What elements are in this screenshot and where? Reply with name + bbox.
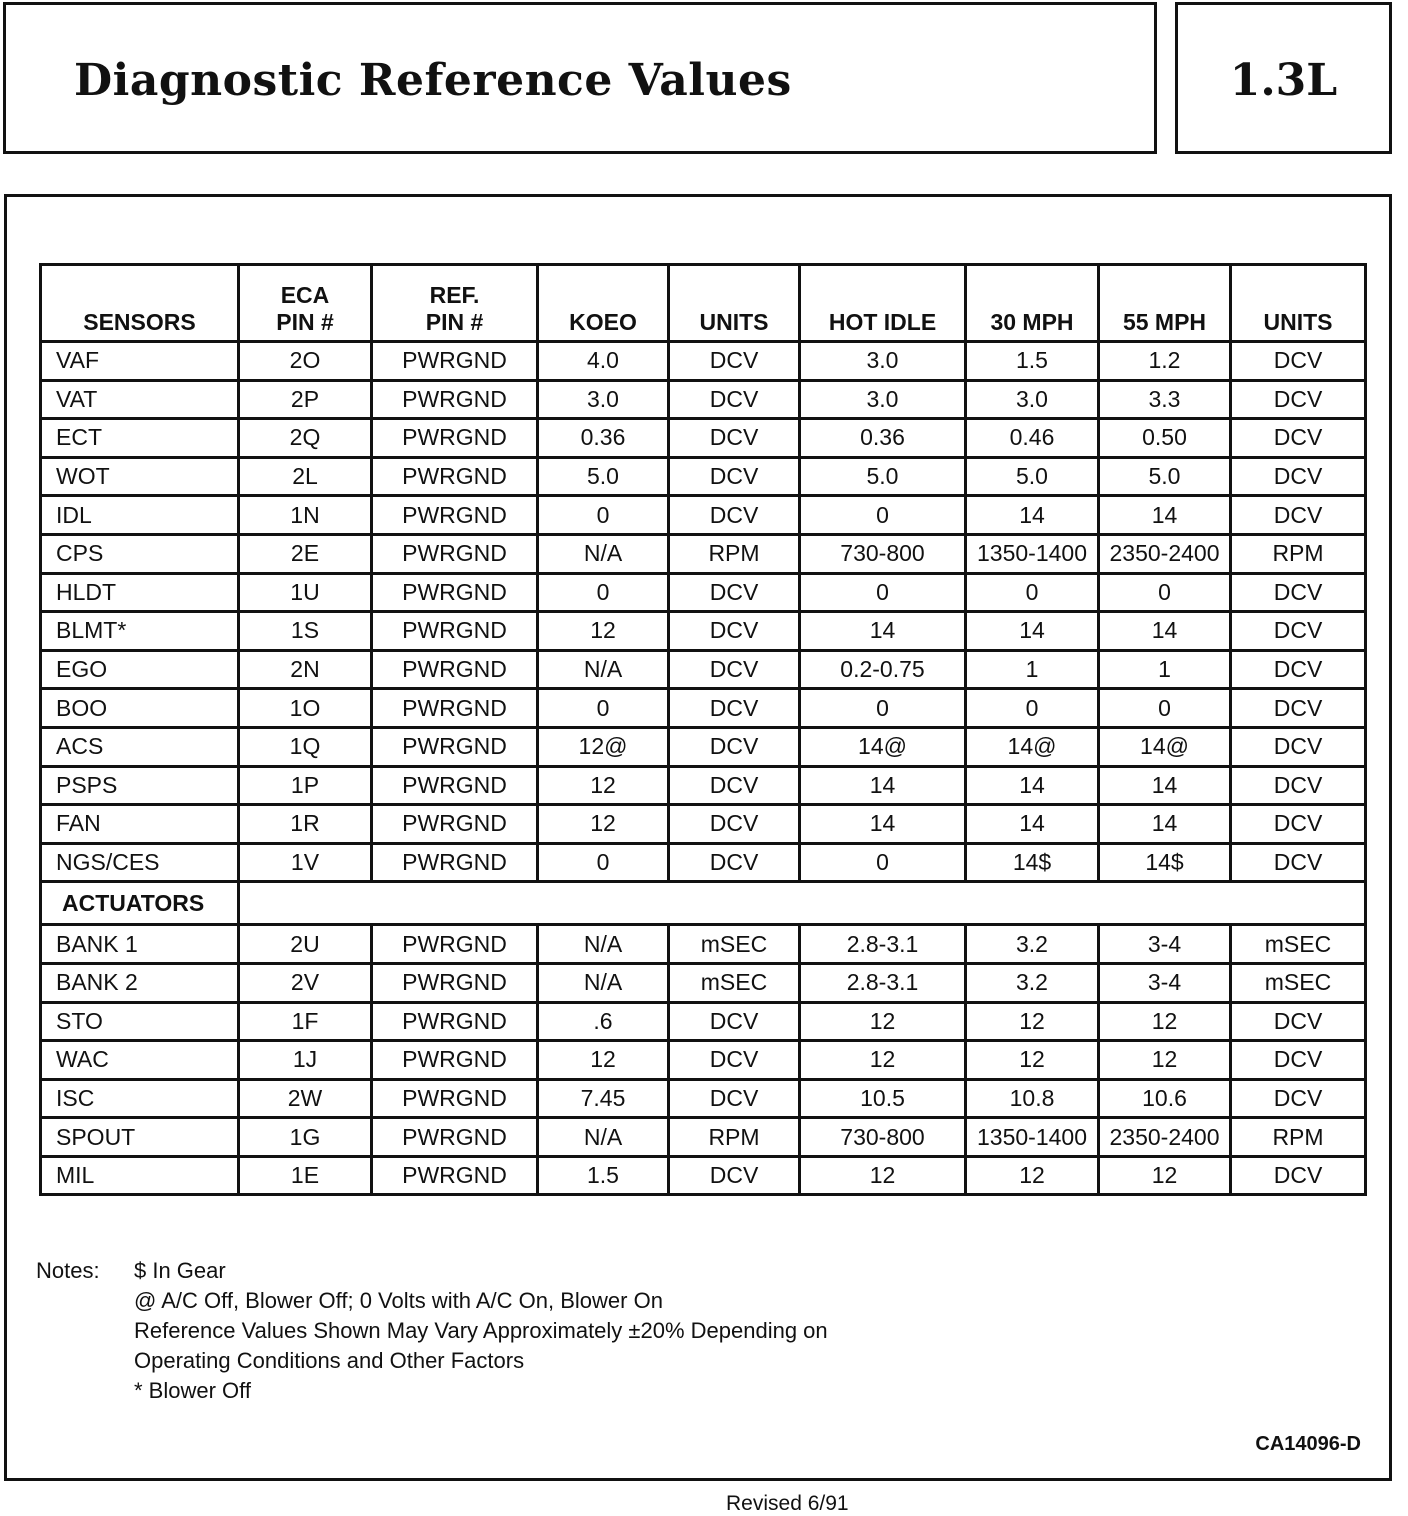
value-cell: DCV [669,496,800,535]
column-header-line: UNITS [699,309,769,335]
figure-code: CA14096-D [1255,1433,1361,1455]
actuator-row [41,1118,1366,1157]
sensor-row [41,766,1366,805]
value-cell: DCV [1231,805,1366,844]
value-cell: 0 [800,843,966,882]
value-cell: 12 [966,1002,1099,1041]
value-cell: 2V [239,963,372,1002]
table-header-row [41,265,1366,342]
value-cell: DCV [1231,766,1366,805]
value-cell: 3-4 [1099,963,1231,1002]
actuator-row [41,1002,1366,1041]
value-cell: 1.5 [966,342,1099,381]
value-cell: N/A [538,925,669,964]
value-cell: DCV [669,727,800,766]
value-cell: RPM [1231,1118,1366,1157]
value-cell: PWRGND [372,1002,538,1041]
value-cell: 14 [800,805,966,844]
value-cell: 5.0 [538,457,669,496]
note-line: $ In Gear [134,1258,226,1283]
value-cell: 14 [966,766,1099,805]
value-cell: 12 [966,1041,1099,1080]
sensor-name-cell: ACS [41,727,239,766]
note-line: @ A/C Off, Blower Off; 0 Volts with A/C On, Blower On [134,1288,663,1313]
value-cell: 2W [239,1079,372,1118]
value-cell: 1U [239,573,372,612]
sensor-name-cell: PSPS [41,766,239,805]
value-cell: RPM [669,1118,800,1157]
value-cell: 0.2-0.75 [800,650,966,689]
value-cell: DCV [669,1156,800,1195]
value-cell: 2L [239,457,372,496]
value-cell: 2P [239,380,372,419]
value-cell: 12 [800,1041,966,1080]
value-cell: DCV [1231,1002,1366,1041]
value-cell: N/A [538,1118,669,1157]
sensor-name-cell: ECT [41,419,239,458]
revised-date: Revised 6/91 [726,1492,849,1515]
value-cell: DCV [669,650,800,689]
value-cell: DCV [1231,612,1366,651]
value-cell: 12 [538,612,669,651]
value-cell: PWRGND [372,963,538,1002]
value-cell: 12 [966,1156,1099,1195]
title-box [3,2,1157,154]
value-cell: 2Q [239,419,372,458]
value-cell: RPM [669,534,800,573]
value-cell: 0 [538,689,669,728]
value-cell: PWRGND [372,419,538,458]
value-cell: 1.5 [538,1156,669,1195]
actuators-section-label: ACTUATORS [41,882,239,925]
value-cell: 10.5 [800,1079,966,1118]
value-cell: 2.8-3.1 [800,963,966,1002]
value-cell: N/A [538,963,669,1002]
sensor-name-cell: BOO [41,689,239,728]
value-cell: 0.36 [538,419,669,458]
value-cell: PWRGND [372,766,538,805]
value-cell: 730-800 [800,534,966,573]
value-cell: 3.0 [800,342,966,381]
value-cell: 12 [800,1156,966,1195]
value-cell: 14@ [966,727,1099,766]
column-header [1231,265,1366,342]
value-cell: DCV [669,1002,800,1041]
column-header-line: 30 MPH [990,309,1074,335]
value-cell: 1.2 [1099,342,1231,381]
value-cell: 14 [1099,766,1231,805]
value-cell: PWRGND [372,612,538,651]
value-cell: DCV [1231,1041,1366,1080]
value-cell: DCV [669,1079,800,1118]
value-cell: PWRGND [372,843,538,882]
value-cell: mSEC [1231,963,1366,1002]
section-row [41,882,1366,925]
column-header [669,265,800,342]
sensor-name-cell: IDL [41,496,239,535]
value-cell: PWRGND [372,380,538,419]
value-cell: 3-4 [1099,925,1231,964]
value-cell: 0.36 [800,419,966,458]
value-cell: DCV [669,573,800,612]
value-cell: 1 [1099,650,1231,689]
value-cell: DCV [1231,1156,1366,1195]
column-header-line: REF. [429,282,480,308]
value-cell: PWRGND [372,1079,538,1118]
value-cell: 14 [800,766,966,805]
value-cell: 1S [239,612,372,651]
column-header-line: SENSORS [83,309,196,335]
value-cell: 0.50 [1099,419,1231,458]
value-cell: DCV [669,843,800,882]
sensor-row [41,727,1366,766]
reference-table [39,263,1367,1196]
value-cell: 0 [538,496,669,535]
value-cell: PWRGND [372,534,538,573]
table-body [41,342,1366,1195]
value-cell: 1N [239,496,372,535]
value-cell: DCV [1231,689,1366,728]
value-cell: 5.0 [800,457,966,496]
value-cell: 14 [800,612,966,651]
actuator-name-cell: SPOUT [41,1118,239,1157]
value-cell: 730-800 [800,1118,966,1157]
value-cell: 10.8 [966,1079,1099,1118]
column-header-line: HOT IDLE [828,309,937,335]
actuator-row [41,963,1366,1002]
value-cell: mSEC [1231,925,1366,964]
value-cell: PWRGND [372,496,538,535]
value-cell: 1G [239,1118,372,1157]
value-cell: 0 [1099,573,1231,612]
page-title: Diagnostic Reference Values [74,55,792,106]
value-cell: 0 [538,843,669,882]
value-cell: PWRGND [372,727,538,766]
actuator-name-cell: STO [41,1002,239,1041]
value-cell: 14 [966,805,1099,844]
sensor-row [41,342,1366,381]
value-cell: 14@ [800,727,966,766]
value-cell: 14$ [1099,843,1231,882]
value-cell: DCV [669,689,800,728]
sensor-row [41,843,1366,882]
value-cell: DCV [1231,419,1366,458]
value-cell: 1350-1400 [966,534,1099,573]
value-cell: PWRGND [372,1118,538,1157]
value-cell: 2350-2400 [1099,534,1231,573]
value-cell: 1O [239,689,372,728]
value-cell: DCV [1231,843,1366,882]
value-cell: 7.45 [538,1079,669,1118]
value-cell: DCV [669,457,800,496]
value-cell: 0 [800,573,966,612]
value-cell: DCV [669,419,800,458]
sensor-row [41,689,1366,728]
note-line: Operating Conditions and Other Factors [134,1348,525,1373]
value-cell: 2E [239,534,372,573]
value-cell: 4.0 [538,342,669,381]
value-cell: 0 [1099,689,1231,728]
value-cell: 1J [239,1041,372,1080]
value-cell: 1P [239,766,372,805]
column-header [800,265,966,342]
column-header-line: PIN # [276,309,334,335]
value-cell: 12 [1099,1002,1231,1041]
sensor-name-cell: CPS [41,534,239,573]
value-cell: DCV [669,805,800,844]
sensor-row [41,496,1366,535]
value-cell: 1 [966,650,1099,689]
sensor-row [41,419,1366,458]
value-cell: 3.0 [966,380,1099,419]
value-cell: mSEC [669,925,800,964]
value-cell: DCV [1231,496,1366,535]
value-cell: DCV [1231,457,1366,496]
column-header-line: PIN # [425,309,484,335]
value-cell: 0 [800,689,966,728]
value-cell: 2U [239,925,372,964]
value-cell: 2N [239,650,372,689]
actuator-name-cell: WAC [41,1041,239,1080]
column-header-line: 55 MPH [1122,309,1207,335]
value-cell: 14 [966,496,1099,535]
value-cell: 0.46 [966,419,1099,458]
sensor-name-cell: VAF [41,342,239,381]
value-cell: 1F [239,1002,372,1041]
value-cell: 3.0 [538,380,669,419]
value-cell: DCV [1231,573,1366,612]
actuator-row [41,925,1366,964]
value-cell: RPM [1231,534,1366,573]
actuator-name-cell: ISC [41,1079,239,1118]
column-header-line: KOEO [569,309,637,335]
value-cell: PWRGND [372,925,538,964]
sensor-row [41,457,1366,496]
column-header-line: ECA [280,282,330,308]
value-cell: 14@ [1099,727,1231,766]
value-cell: 14 [1099,496,1231,535]
value-cell: 1Q [239,727,372,766]
sensor-row [41,380,1366,419]
value-cell: DCV [669,612,800,651]
value-cell: 2350-2400 [1099,1118,1231,1157]
value-cell: PWRGND [372,457,538,496]
value-cell: DCV [1231,342,1366,381]
value-cell: 0 [966,689,1099,728]
value-cell: 14 [1099,805,1231,844]
sensor-name-cell: WOT [41,457,239,496]
value-cell: DCV [1231,727,1366,766]
value-cell: 3.2 [966,963,1099,1002]
value-cell: 3.2 [966,925,1099,964]
actuator-row [41,1041,1366,1080]
column-header [1099,265,1231,342]
value-cell: DCV [1231,650,1366,689]
value-cell: 12 [1099,1156,1231,1195]
value-cell: .6 [538,1002,669,1041]
value-cell: DCV [1231,1079,1366,1118]
value-cell: 14 [1099,612,1231,651]
value-cell: 12 [538,1041,669,1080]
value-cell: 12 [800,1002,966,1041]
value-cell: 12 [538,805,669,844]
value-cell: 12 [538,766,669,805]
value-cell: PWRGND [372,650,538,689]
value-cell: DCV [669,766,800,805]
sensor-row [41,534,1366,573]
note-line: Reference Values Shown May Vary Approximately ±20% Depending on [134,1318,828,1343]
column-header [538,265,669,342]
value-cell: PWRGND [372,342,538,381]
value-cell: DCV [1231,380,1366,419]
value-cell: 3.3 [1099,380,1231,419]
sensor-name-cell: EGO [41,650,239,689]
notes-label: Notes: [36,1258,100,1283]
actuator-row [41,1156,1366,1195]
value-cell: 14 [966,612,1099,651]
value-cell: 1E [239,1156,372,1195]
value-cell: PWRGND [372,805,538,844]
value-cell: mSEC [669,963,800,1002]
column-header [966,265,1099,342]
value-cell: N/A [538,534,669,573]
value-cell: 5.0 [1099,457,1231,496]
value-cell: PWRGND [372,1156,538,1195]
sensor-name-cell: FAN [41,805,239,844]
actuator-name-cell: BANK 2 [41,963,239,1002]
value-cell: PWRGND [372,1041,538,1080]
sensor-row [41,612,1366,651]
value-cell: DCV [669,380,800,419]
actuator-row [41,1079,1366,1118]
value-cell: DCV [669,342,800,381]
value-cell: 2O [239,342,372,381]
actuator-name-cell: BANK 1 [41,925,239,964]
value-cell: PWRGND [372,689,538,728]
value-cell: 12@ [538,727,669,766]
value-cell: 10.6 [1099,1079,1231,1118]
sensor-name-cell: NGS/CES [41,843,239,882]
value-cell: 3.0 [800,380,966,419]
value-cell: 14$ [966,843,1099,882]
column-header [372,265,538,342]
notes-lines [134,1256,1034,1406]
section-blank-cell [239,882,1366,925]
value-cell: 0 [966,573,1099,612]
column-header-line: UNITS [1263,309,1333,335]
engine-size: 1.3L [1229,55,1338,106]
value-cell: 5.0 [966,457,1099,496]
sensor-row [41,573,1366,612]
value-cell: PWRGND [372,573,538,612]
value-cell: 1V [239,843,372,882]
sensor-name-cell: BLMT* [41,612,239,651]
engine-box [1175,2,1392,154]
actuator-name-cell: MIL [41,1156,239,1195]
note-line: * Blower Off [134,1378,251,1403]
sensor-name-cell: VAT [41,380,239,419]
value-cell: 0 [800,496,966,535]
column-header [41,265,239,342]
value-cell: 12 [1099,1041,1231,1080]
value-cell: 1R [239,805,372,844]
sensor-name-cell: HLDT [41,573,239,612]
value-cell: 1350-1400 [966,1118,1099,1157]
sensor-row [41,805,1366,844]
sensor-row [41,650,1366,689]
value-cell: 2.8-3.1 [800,925,966,964]
value-cell: N/A [538,650,669,689]
column-header [239,265,372,342]
value-cell: 0 [538,573,669,612]
value-cell: DCV [669,1041,800,1080]
